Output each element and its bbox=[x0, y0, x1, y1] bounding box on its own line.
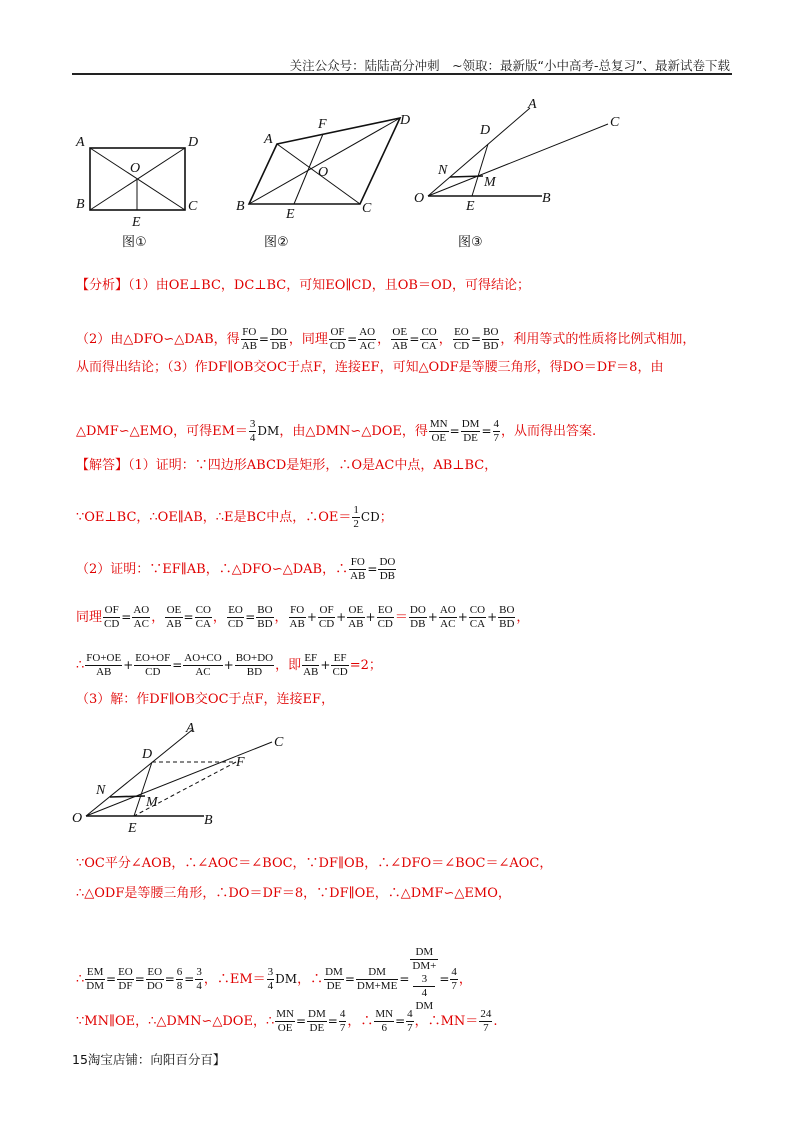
fig4-label-o: O bbox=[72, 811, 83, 826]
fig3-label-m: M bbox=[484, 175, 496, 190]
fig4-label-d: D bbox=[142, 747, 153, 762]
fig4-label-n: N bbox=[96, 783, 106, 798]
fig3-label-o: O bbox=[414, 191, 425, 206]
fig1-caption: 图① bbox=[122, 235, 147, 250]
fig2-label-d: D bbox=[400, 113, 411, 128]
fig1-label-o: O bbox=[130, 161, 141, 176]
analysis-line-2: （2）由△DFO∽△DAB，得 $\frac{FO}{AB}$ = $\frac{DO}{DB}$ ，同理 $\frac{OF}{CD}$ = $\frac{AO}{AC}$ ， $\frac{OE}{AB}$ = $\frac{CO}{CA}$ ， $\frac{EO}{CD}$ = $\frac{BO}{BD}$ ，利用等式的性质将比例式相加， bbox=[76, 326, 696, 352]
fig3-label-c: C bbox=[610, 115, 620, 130]
page-header: 关注公众号：陆陆高分冲刺 ~领取：最新版“小中高考-总复习”、最新试卷下载 bbox=[289, 58, 730, 73]
fig1-label-c: C bbox=[188, 199, 198, 214]
solution-line-5: ∴ $\frac{FO+OE}{AB}$ + $\frac{EO+OF}{CD}$ = $\frac{AO+CO}{AC}$ + $\frac{BO+DO}{BD}$ ，即 $\frac{EF}{AB}$ + $\frac{EF}{CD}$ =2； bbox=[76, 652, 382, 678]
fig4-label-b: B bbox=[204, 813, 213, 828]
fig3-label-b: B bbox=[542, 191, 551, 206]
fig1-label-e: E bbox=[132, 215, 141, 230]
analysis-line-3: 从而得出结论；（3）作DF∥OB交OC于点F，连接EF，可知△ODF是等腰三角形，得DO＝DF＝8，由 bbox=[76, 360, 664, 375]
solution-line-3: （2）证明：∵EF∥AB，∴△DFO∽△DAB，∴ $\frac{FO}{AB}$ = $\frac{DO}{DB}$ bbox=[76, 556, 396, 582]
figure-1 bbox=[70, 128, 210, 258]
solution-line-10: ∵MN∥OE，∴△DMN∽△DOE，∴ $\frac{MN}{OE}$ = $\frac{DM}{DE}$ = $\frac{4}{7}$ ，∴ $\frac{MN}{6}$ = $\frac{4}{7}$ ，∴MN＝ $\frac{24}{7}$ . bbox=[76, 1008, 498, 1034]
fig2-label-b: B bbox=[236, 199, 245, 214]
solution-line-8: ∴△ODF是等腰三角形，∴DO＝DF＝8，∵DF∥OE，∴△DMF∽△EMO， bbox=[76, 886, 511, 901]
fig2-label-e: E bbox=[286, 207, 295, 222]
fig2-label-f: F bbox=[318, 117, 327, 132]
fig3-label-n: N bbox=[438, 163, 448, 178]
solution-line-1: 【解答】（1）证明：∵四边形ABCD是矩形，∴O是AC中点，AB⊥BC， bbox=[76, 458, 498, 473]
page-footer: 15淘宝店铺：向阳百分百】 bbox=[72, 1052, 226, 1067]
fig2-label-o: O bbox=[318, 165, 329, 180]
fig1-label-a: A bbox=[76, 135, 85, 150]
figure-3 bbox=[408, 97, 628, 255]
fig2-label-c: C bbox=[362, 201, 372, 216]
fig1-label-b: B bbox=[76, 197, 85, 212]
fig1-label-d: D bbox=[188, 135, 199, 150]
header-rule bbox=[72, 73, 732, 75]
fig3-caption: 图③ bbox=[458, 235, 483, 250]
solution-line-2: ∵OE⊥BC，∴OE∥AB，∴E是BC中点，∴OE＝ $\frac{1}{2}$ CD； bbox=[76, 504, 393, 530]
fig4-label-e: E bbox=[128, 821, 137, 836]
figure-2 bbox=[232, 110, 425, 260]
fig3-label-d: D bbox=[480, 123, 491, 138]
analysis-line-4: △DMF∽△EMO，可得EM＝ $\frac{3}{4}$ DM，由△DMN∽△DOE，得 $\frac{MN}{OE}$ = $\frac{DM}{DE}$ = $\frac{4}{7}$ ，从而得出答案. bbox=[76, 418, 597, 444]
fig2-caption: 图② bbox=[264, 235, 289, 250]
fig3-label-e: E bbox=[466, 199, 475, 214]
fig4-label-f: F bbox=[236, 755, 245, 770]
fig4-label-m: M bbox=[146, 795, 158, 810]
figure-4 bbox=[70, 716, 300, 841]
solution-line-6: （3）解：作DF∥OB交OC于点F，连接EF， bbox=[76, 692, 335, 707]
fig3-label-a: A bbox=[528, 97, 537, 112]
fig2-label-a: A bbox=[264, 132, 273, 147]
fig4-label-a: A bbox=[186, 721, 195, 736]
analysis-line-1: 【分析】（1）由OE⊥BC，DC⊥BC，可知EO∥CD，且OB＝OD，可得结论； bbox=[76, 278, 531, 293]
solution-line-4: 同理 $\frac{OF}{CD}$ = $\frac{AO}{AC}$ ， $\frac{OE}{AB}$ = $\frac{CO}{CA}$ ， $\frac{EO}{CD}$ = $\frac{BO}{BD}$ ， $\frac{FO}{AB}$ + $\frac{OF}{CD}$ + $\frac{OE}{AB}$ + $\frac{EO}{CD}$ ＝ $\frac{DO}{DB}$ + $\frac{AO}{AC}$ + $\frac{CO}{CA}$ + $\frac{BO}{BD}$ ， bbox=[76, 604, 530, 630]
fig4-label-c: C bbox=[274, 735, 284, 750]
solution-line-9: ∴ $\frac{EM}{DM}$ = $\frac{EO}{DF}$ = $\frac{EO}{DO}$ = $\frac{6}{8}$ = $\frac{3}{4}$ ，∴EM＝ $\frac{3}{4}$ DM，∴ $\frac{DM}{DE}$ = $\frac{DM}{DM+ME}$ = DM DM+ 3 4 DM = $\frac{4}{7}$ ， bbox=[76, 946, 472, 1012]
solution-line-7: ∵OC平分∠AOB，∴∠AOC＝∠BOC，∵DF∥OB，∴∠DFO＝∠BOC＝∠AOC， bbox=[76, 856, 553, 871]
